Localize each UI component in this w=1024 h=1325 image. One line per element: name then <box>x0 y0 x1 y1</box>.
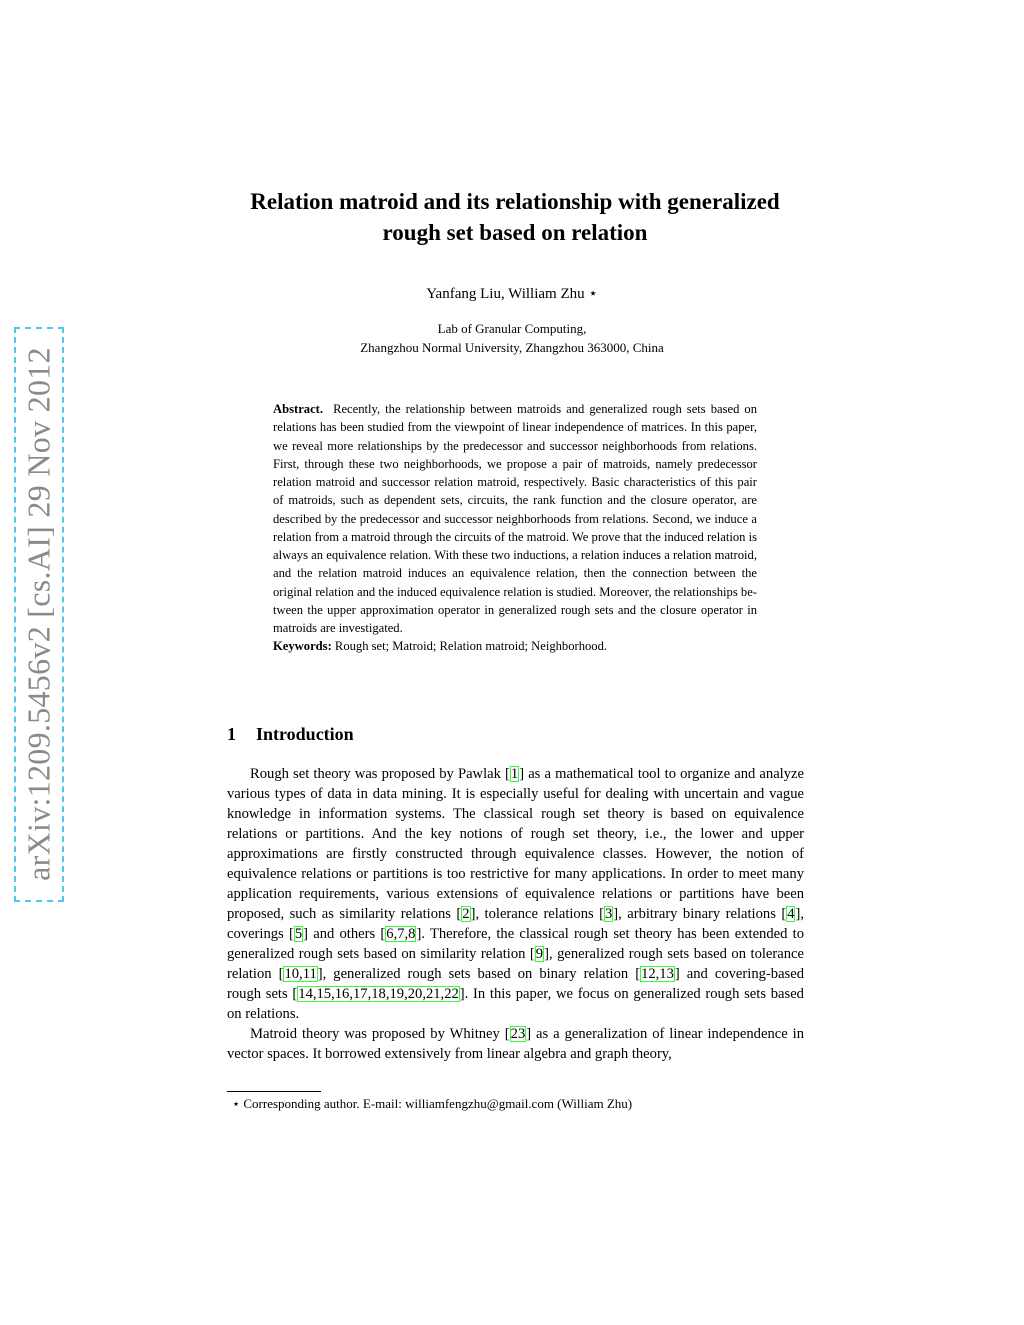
section-number: 1 <box>227 724 236 744</box>
affiliation-line-1: Lab of Granular Computing, <box>437 321 587 336</box>
abstract-label: Abstract. <box>273 402 324 416</box>
citation-link[interactable]: 9 <box>535 946 544 962</box>
abstract <box>273 400 757 656</box>
authors: Yanfang Liu, William Zhu ⋆ <box>426 286 598 302</box>
citation-link[interactable]: 1 <box>510 766 519 782</box>
citation-link[interactable]: 6,7,8 <box>386 926 416 942</box>
text-run: Matroid theory was proposed by Whitney [ <box>250 1026 510 1042</box>
section-heading <box>227 724 354 745</box>
text-run: ], generalized rough sets based on binary relation [ <box>317 966 641 982</box>
keywords <box>273 637 757 655</box>
citation-link[interactable]: 10,11 <box>284 966 317 982</box>
body-text <box>227 764 804 1064</box>
text-run: ] and covering-based rough sets [ <box>227 966 805 1002</box>
text-run: ], generalized rough sets based on tolerance relation [ <box>227 946 804 982</box>
text-run: ] as a generalization of linear independence in vector spaces. It borrowed extensively from linear algebra and graph theory, <box>227 1026 805 1062</box>
citation-link[interactable]: 2 <box>462 906 470 922</box>
text-run: ] and others [ <box>303 926 386 942</box>
footnote-rule <box>227 1091 321 1092</box>
keywords-label: Keywords: <box>273 639 332 654</box>
text-run: ], coverings [ <box>227 906 804 942</box>
text-run: ], tolerance relations [ <box>470 906 604 922</box>
text-run: ]. Therefore, the classical rough set theory has been extended to generalized rough sets based on similarity relation [ <box>227 926 804 962</box>
citation-link[interactable]: 4 <box>787 906 795 922</box>
abstract-text: Recently, the relationship between matroids and generalized rough sets based on relations has been studied from the viewpoint of linear independence of matrices. In this paper, we reveal more relationships by the predecessor and successor neighborhoods from relations. First, through these two neighborhoods, we propose a pair of matroids, namely predecessor relation matroid and successor relation matroid, respectively. Basic characteristics of this pair of matroids, such as dependent sets, circuits, the rank function and the closure operator, are described by the predecessor and successor neighborhoods from relations. Second, we induce a relation from a matroid through the circuits of the matroid. We prove that the induced relation is always an equivalence relation. With these two inductions, a relation induces a relation matroid, and the relation matroid induces an equivalence relation, then the connection between the original relation and the induced equivalence relation is studied. Moreover, the relationships between the upper approximation operator in generalized rough sets and the closure operator in matroids are investigated. <box>273 402 758 635</box>
arxiv-identifier: arXiv:1209.5456v2 [cs.AI] 29 Nov 2012 <box>20 347 57 881</box>
intro-paragraph-2 <box>227 1024 804 1064</box>
text-run: Rough set theory was proposed by Pawlak [ <box>250 766 510 782</box>
title-line-2: rough set based on relation <box>382 220 648 245</box>
citation-link[interactable]: 3 <box>605 906 613 922</box>
citation-link[interactable]: 23 <box>510 1026 526 1042</box>
affiliation-line-2: Zhangzhou Normal University, Zhangzhou 363000, China <box>360 340 664 355</box>
section-title: Introduction <box>256 724 354 744</box>
footnote: ⋆ Corresponding author. E-mail: williamfengzhu@gmail.com (William Zhu) <box>232 1096 633 1111</box>
keywords-text: Rough set; Matroid; Relation matroid; Neighborhood. <box>334 639 608 654</box>
citation-link[interactable]: 14,15,16,17,18,19,20,21,22 <box>298 986 459 1002</box>
title-line-1: Relation matroid and its relationship with generalized <box>250 189 780 214</box>
text-run: ]. In this paper, we focus on generalized rough sets based on relations. <box>227 986 804 1022</box>
paper-title <box>150 186 880 248</box>
citation-link[interactable]: 5 <box>294 926 303 942</box>
text-run: ] as a mathematical tool to organize and analyze various types of data in data mining. It is especially useful for dealing with uncertain and vague knowledge in information systems. The classical rough set theory is based on equivalence relations or partitions. And the key notions of rough set theory, i.e., the lower and upper approximations are firstly constructed through equivalence classes. However, the notion of equivalence relations or partitions is too restrictive for many applications. In order to meet many application requirements, various extensions of equivalence relations or partitions have been proposed, such as similarity relations [ <box>227 766 804 922</box>
citation-link[interactable]: 12,13 <box>641 966 674 982</box>
affiliation <box>0 319 1024 357</box>
text-run: ], arbitrary binary relations [ <box>613 906 787 922</box>
intro-paragraph-1 <box>227 764 804 1024</box>
abstract-paragraph <box>273 400 757 637</box>
